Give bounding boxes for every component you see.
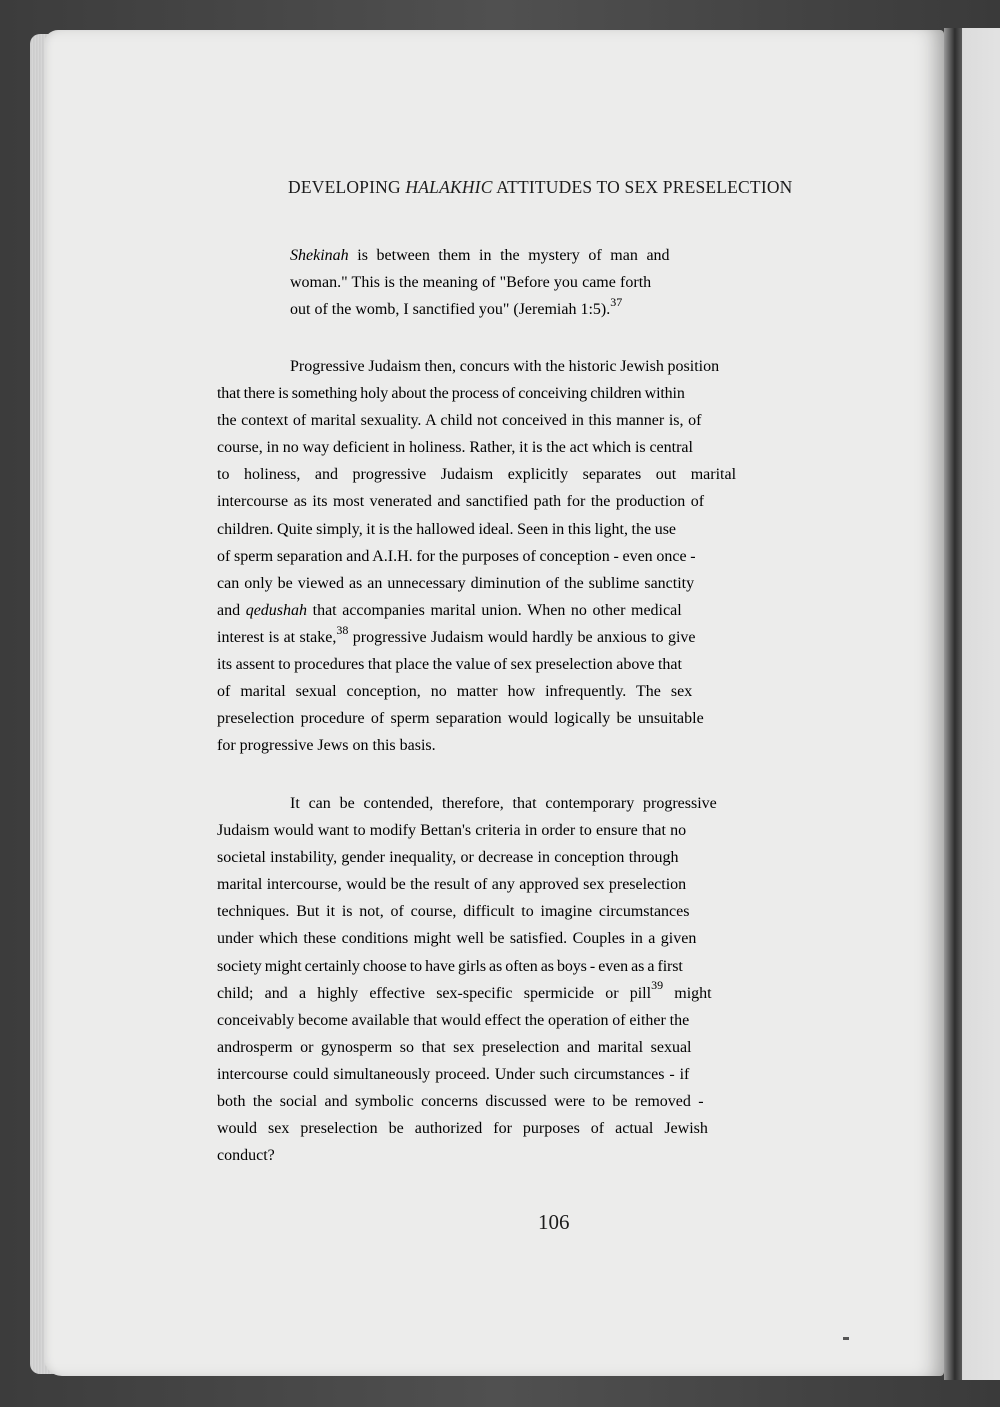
paragraph-3-line-7 <box>217 958 894 985</box>
p2-l6: intercourse as its most venerated and sanctified path for the production of <box>217 493 705 511</box>
paragraph-2-line-5 <box>217 466 894 493</box>
p3-l5: techniques. But it is not, of course, difficult to imagine circumstances <box>217 903 690 921</box>
paragraph-3-line-13 <box>217 1120 894 1147</box>
page-number: 106 <box>538 1210 570 1234</box>
paragraph-3-line-5 <box>217 903 894 930</box>
paragraph-2-line-3 <box>217 412 894 439</box>
paragraph-1-line-2-text: woman." This is the meaning of "Before you came forth <box>290 274 652 292</box>
book-gutter-shadow <box>944 28 962 1380</box>
p3-l8b: might <box>663 984 712 1002</box>
paragraph-3-line-10 <box>217 1039 894 1066</box>
p2-l13: of marital sexual conception, no matter how infrequently. The sex <box>217 683 693 701</box>
footnote-ref-39: 39 <box>651 978 664 993</box>
p2-l3: the context of marital sexuality. A child not conceived in this manner is, of <box>217 412 702 430</box>
p2-l7: children. Quite simply, it is the hallowed ideal. Seen in this light, the use <box>217 520 677 538</box>
paragraph-3-line-3 <box>217 849 894 876</box>
scan-mark <box>843 1337 849 1340</box>
paragraph-1-line-3 <box>290 294 865 328</box>
paragraph-2-line-2 <box>217 385 894 412</box>
running-head-prefix: DEVELOPING <box>288 177 406 197</box>
p2-l5: to holiness, and progressive Judaism explicitly separates out marital <box>217 466 737 484</box>
p2-l8: of sperm separation and A.I.H. for the purposes of conception - even once - <box>217 547 696 565</box>
paragraph-2-line-4 <box>217 439 894 466</box>
paragraph-2-line-12 <box>217 656 894 683</box>
p2-l11b: progressive Judaism would hardly be anxious to give <box>348 628 696 646</box>
p3-l7: society might certainly choose to have girls as often as boys - even as a first <box>217 957 683 975</box>
paragraph-3-line-14 <box>217 1147 894 1174</box>
paragraph-2-line-7 <box>217 521 894 548</box>
p3-l11: intercourse could simultaneously proceed. Under such circumstances - if <box>217 1065 690 1083</box>
p3-l4: marital intercourse, would be the result of any approved sex preselection <box>217 876 687 894</box>
p3-l10: androsperm or gynosperm so that sex preselection and marital sexual <box>217 1038 692 1056</box>
shekinah-term: Shekinah <box>290 247 349 264</box>
paragraph-2-line-8 <box>217 548 894 575</box>
p3-l14: conduct? <box>217 1147 275 1165</box>
paragraph-3-line-9 <box>217 1012 894 1039</box>
paragraph-3-line-11 <box>217 1066 894 1093</box>
p3-l8a: child; and a highly effective sex-specific spermicide or pill <box>217 984 652 1002</box>
p2-l14: preselection procedure of sperm separation would logically be unsuitable <box>217 710 704 728</box>
qedushah-term: qedushah <box>245 601 308 619</box>
p2-l2: that there is something holy about the process of conceiving children within <box>217 385 685 403</box>
paragraph-2-line-6 <box>217 493 894 520</box>
p3-l9: conceivably become available that would effect the operation of either the <box>217 1011 690 1029</box>
paragraph-1-line-1-text: is between them in the mystery of man and <box>348 247 670 264</box>
paragraph-2-line-13 <box>217 683 894 710</box>
p3-l13: would sex preselection be authorized for purposes of actual Jewish <box>217 1120 708 1138</box>
paragraph-1-line-2 <box>290 274 865 301</box>
paragraph-2-line-9 <box>217 575 894 602</box>
p2-l11a: interest is at stake, <box>217 628 337 646</box>
paragraph-2-line-11 <box>217 622 894 656</box>
paragraph-2-line-15 <box>217 737 894 764</box>
paragraph-1-line-1 <box>290 247 865 274</box>
paragraph-3-line-8 <box>217 978 894 1012</box>
footnote-ref-38: 38 <box>336 622 349 637</box>
footnote-ref-37: 37 <box>610 294 623 309</box>
p2-l15: for progressive Jews on this basis. <box>217 737 436 755</box>
paragraph-3-line-4 <box>217 876 894 903</box>
paragraph-2 <box>217 358 894 764</box>
p3-l2: Judaism would want to modify Bettan's criteria in order to ensure that no <box>217 822 687 840</box>
paragraph-1-line-3-text: out of the womb, I sanctified you" (Jeremiah 1:5). <box>290 301 611 319</box>
p2-l12: its assent to procedures that place the value of sex preselection above that <box>217 656 682 674</box>
p3-l6: under which these conditions might well be satisfied. Couples in a given <box>217 930 697 948</box>
p2-l4: course, in no way deficient in holiness. Rather, it is the act which is central <box>217 439 693 457</box>
p3-l1: It can be contended, therefore, that contemporary progressive <box>290 795 717 812</box>
p2-l1: Progressive Judaism then, concurs with the historic Jewish position <box>290 358 720 375</box>
running-head-suffix: ATTITUDES TO SEX PRESELECTION <box>492 177 793 197</box>
paragraph-3-line-6 <box>217 930 894 957</box>
paragraph-3 <box>217 795 894 1174</box>
paragraph-2-line-14 <box>217 710 894 737</box>
paragraph-3-line-12 <box>217 1093 894 1120</box>
book-page <box>44 30 944 1376</box>
paragraph-1 <box>290 247 865 328</box>
running-head-italic: HALAKHIC <box>405 177 493 197</box>
p2-l10b: that accompanies marital union. When no other medical <box>307 601 682 619</box>
paragraph-3-line-2 <box>217 822 894 849</box>
paragraph-2-line-1 <box>217 358 894 385</box>
p3-l3: societal instability, gender inequality, or decrease in conception through <box>217 849 679 867</box>
paragraph-3-line-1 <box>217 795 894 822</box>
running-head <box>288 177 828 198</box>
paragraph-2-line-10 <box>217 602 894 629</box>
p3-l12: both the social and symbolic concerns discussed were to be removed - <box>217 1093 704 1111</box>
p2-l10a: and <box>217 601 246 619</box>
p2-l9: can only be viewed as an unnecessary diminution of the sublime sanctity <box>217 574 695 592</box>
